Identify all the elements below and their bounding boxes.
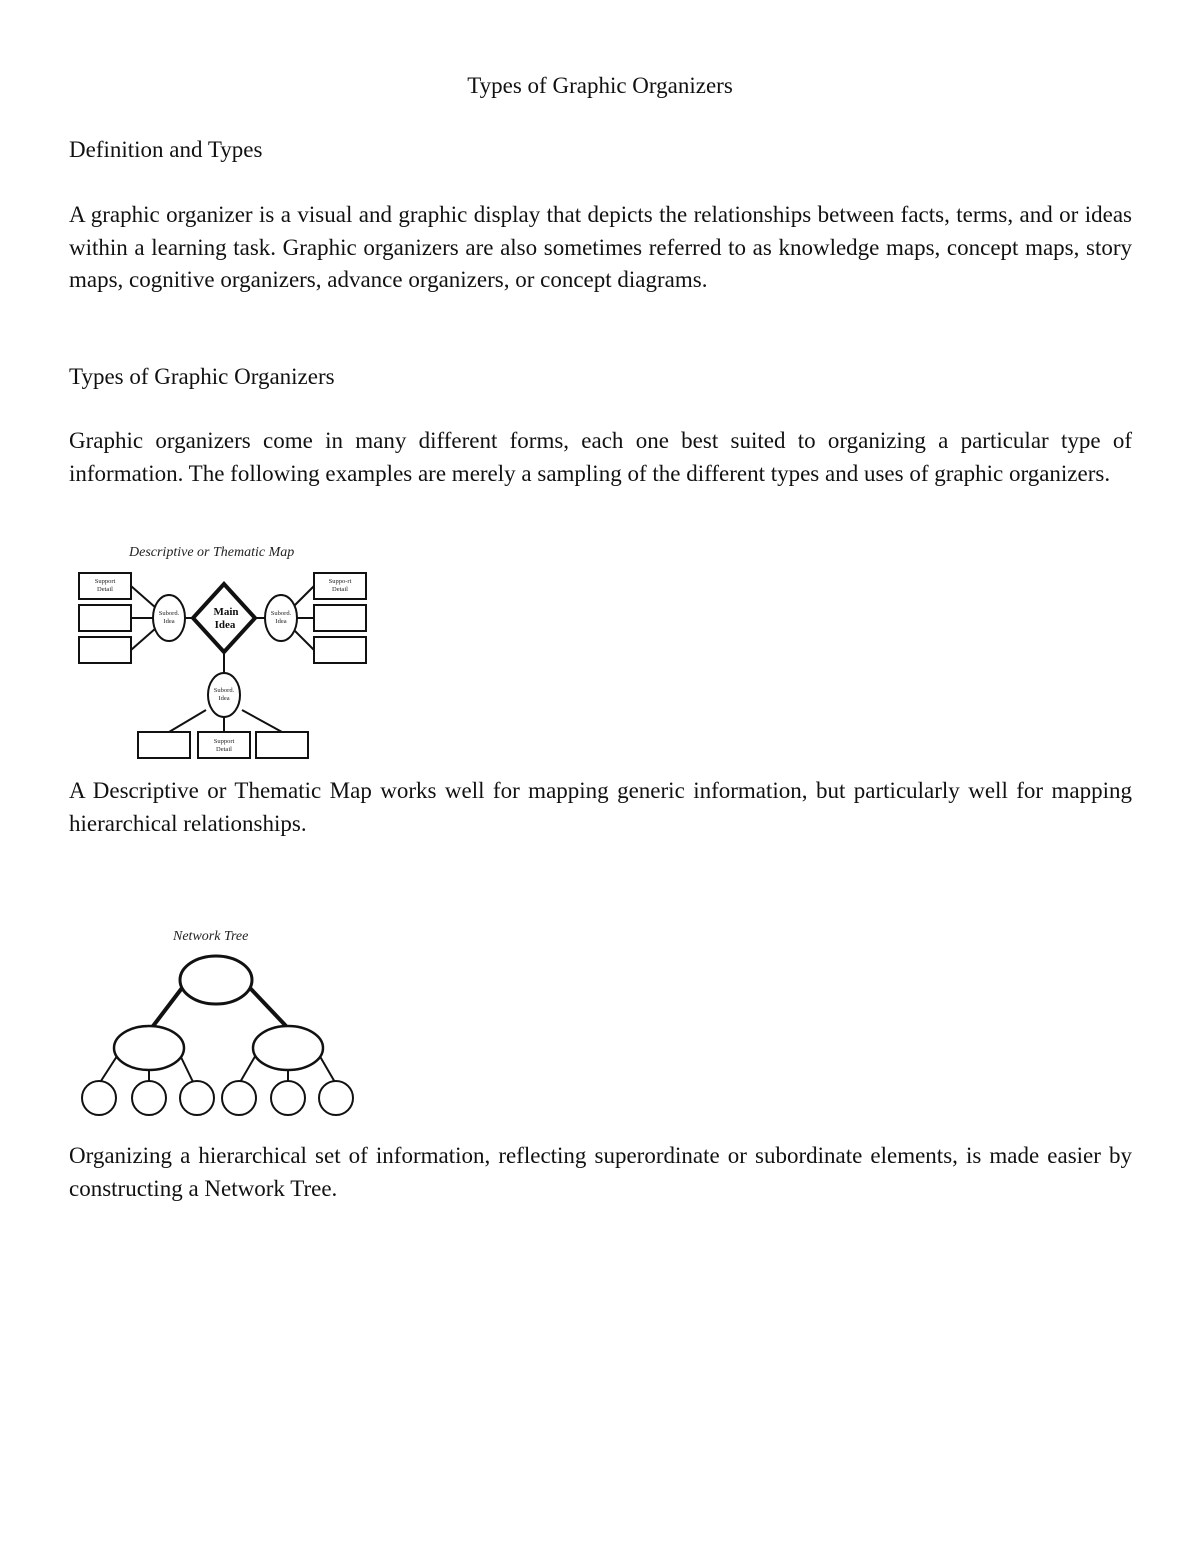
subordinate-idea-label: Subord. bbox=[270, 610, 292, 617]
section-heading-definition: Definition and Types bbox=[69, 137, 263, 162]
network-tree-branch-node bbox=[114, 1026, 184, 1070]
network-tree-root-node bbox=[180, 956, 252, 1004]
main-idea-label: Main bbox=[213, 606, 239, 618]
descriptive-map-title: Descriptive or Thematic Map bbox=[129, 545, 295, 560]
subordinate-idea-label: Idea bbox=[163, 618, 175, 625]
main-idea-diamond bbox=[193, 584, 255, 652]
subordinate-idea-label: Idea bbox=[275, 618, 287, 625]
network-tree-leaf-node bbox=[180, 1081, 214, 1115]
support-detail-box bbox=[79, 605, 131, 631]
network-tree-leaf-node bbox=[271, 1081, 305, 1115]
support-detail-box bbox=[198, 732, 250, 758]
support-detail-box bbox=[256, 732, 308, 758]
network-tree-branch-node bbox=[253, 1026, 323, 1070]
support-detail-box bbox=[138, 732, 190, 758]
network-tree-leaf-node bbox=[82, 1081, 116, 1115]
main-idea-label: Idea bbox=[214, 619, 236, 631]
support-detail-box bbox=[79, 637, 131, 663]
descriptive-map-figure bbox=[74, 538, 374, 764]
network-tree-leaf-node bbox=[132, 1081, 166, 1115]
support-detail-box bbox=[314, 605, 366, 631]
support-detail-label: Detail bbox=[97, 586, 113, 593]
support-detail-label: Detail bbox=[332, 586, 348, 593]
support-detail-label: Support bbox=[213, 738, 235, 745]
network-tree-leaf-node bbox=[319, 1081, 353, 1115]
section-heading-types: Types of Graphic Organizers bbox=[69, 364, 335, 389]
subordinate-idea-label: Subord. bbox=[158, 610, 180, 617]
document-title: Types of Graphic Organizers bbox=[467, 73, 733, 98]
support-detail-label: Detail bbox=[216, 746, 232, 753]
network-tree-title: Network Tree bbox=[173, 929, 249, 944]
definition-paragraph: A graphic organizer is a visual and graphic display that depicts the relationships between facts, terms, and or ideas within a learning task. Graphic organizers are also sometimes referred to as knowledge maps, concept maps, story maps, cognitive organizers, advance organizers, or concept diagrams. bbox=[69, 202, 1132, 292]
descriptive-map-caption: A Descriptive or Thematic Map works well for mapping generic information, but particularly well for mapping hierarchical relationships. bbox=[69, 778, 1132, 836]
types-paragraph: Graphic organizers come in many different forms, each one best suited to organizing a particular type of information. The following examples are merely a sampling of the different types and uses of graphic organizers. bbox=[69, 428, 1132, 486]
network-tree-leaf-node bbox=[222, 1081, 256, 1115]
subordinate-idea-label: Subord. bbox=[213, 687, 235, 694]
subordinate-idea-label: Idea bbox=[218, 695, 230, 702]
network-tree-diagram bbox=[74, 920, 364, 1120]
support-detail-label: Suppo-rt bbox=[328, 578, 352, 585]
descriptive-map-diagram bbox=[74, 538, 374, 764]
network-tree-figure bbox=[74, 920, 364, 1120]
support-detail-label: Support bbox=[94, 578, 116, 585]
support-detail-box bbox=[314, 637, 366, 663]
network-tree-caption: Organizing a hierarchical set of information, reflecting superordinate or subordinate elements, is made easier by constructing a Network Tree. bbox=[69, 1143, 1132, 1201]
